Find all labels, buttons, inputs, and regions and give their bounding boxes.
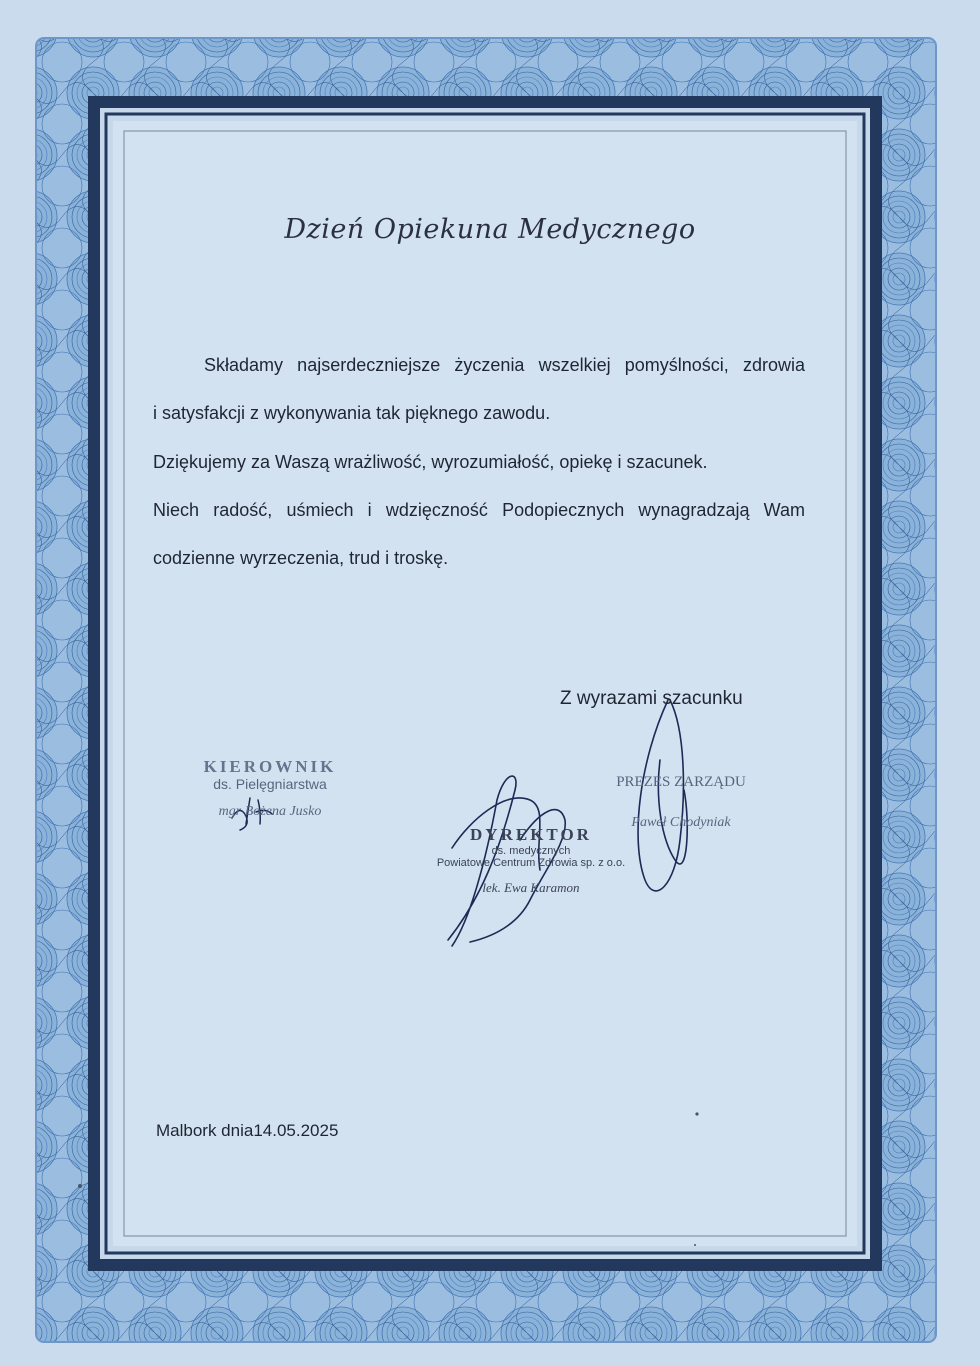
stamp-director-subtitle: ds. medycznych (491, 844, 571, 857)
stamp-nursing-name: mgr Bożena Jusko (218, 804, 322, 820)
stamp-director (418, 826, 644, 895)
body-line-5: codzienne wyrzeczenia, trud i troskę. (153, 548, 449, 568)
body-line-4: Niech radość, uśmiech i wdzięczność Podopiecznych wynagradzają Wam (153, 500, 805, 520)
stamp-nursing-title: KIEROWNIK (203, 757, 337, 776)
stamp-president-name: Paweł Chodyniak (631, 814, 731, 830)
stamp-president-title: PREZES ZARZĄDU (616, 774, 746, 790)
body-line-3: Dziękujemy za Waszą wrażliwość, wyrozumiałość, opiekę i szacunek. (153, 452, 708, 472)
body-line-2: i satysfakcji z wykonywania tak pięknego zawodu. (153, 403, 551, 423)
stamp-director-org: Powiatowe Centrum Zdrowia sp. z o.o. (436, 856, 626, 869)
body-line-1: Składamy najserdeczniejsze życzenia wszelkiej pomyślności, zdrowia (204, 355, 805, 375)
place-and-date: Malbork dnia14.05.2025 (156, 1121, 339, 1140)
stamp-nursing-subtitle: ds. Pielęgniarstwa (213, 775, 327, 792)
closing-phrase: Z wyrazami szacunku (560, 688, 743, 709)
stamp-nursing (172, 758, 368, 819)
stamp-director-name: lek. Ewa Karamon (482, 879, 580, 895)
stamp-president (596, 774, 766, 830)
certificate-title: Dzień Opiekuna Medycznego (284, 214, 696, 245)
stamp-director-title: DYREKTOR (470, 825, 592, 844)
